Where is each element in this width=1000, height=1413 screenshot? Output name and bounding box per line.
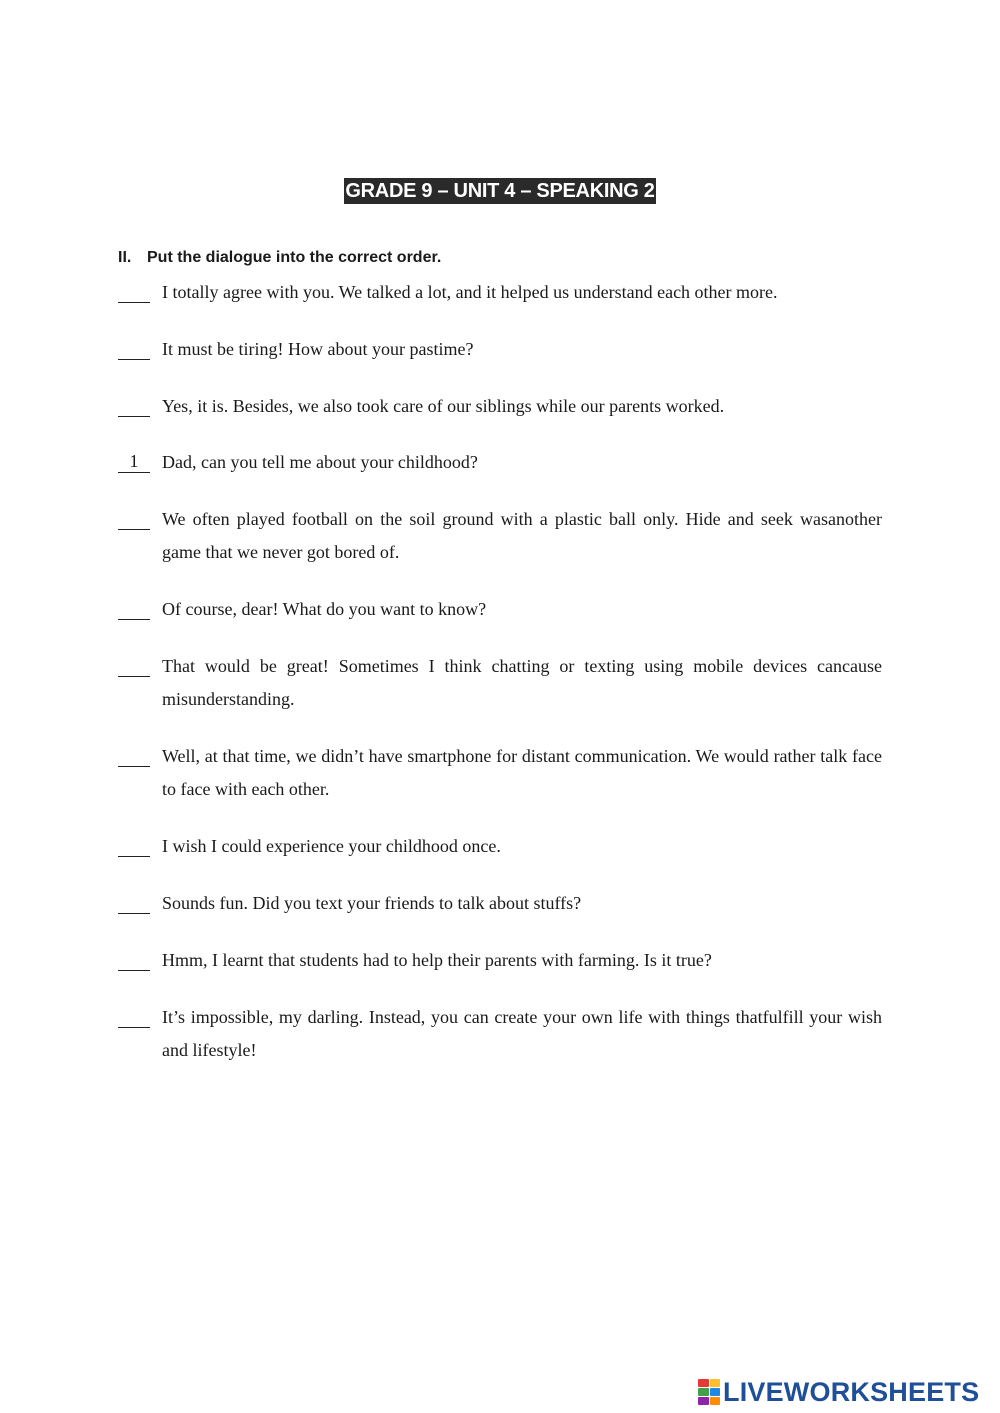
dialogue-item <box>118 276 882 309</box>
dialogue-item <box>118 503 882 569</box>
dialogue-item <box>118 390 882 423</box>
dialogue-line: That would be great! Sometimes I think chatting or texting using mobile devices cancause misunderstanding. <box>162 656 882 709</box>
logo-tile <box>710 1397 721 1405</box>
dialogue-line: Dad, can you tell me about your childhood? <box>162 452 478 472</box>
dialogue-item <box>118 830 882 863</box>
instruction-number: II. <box>118 249 132 266</box>
dialogue-line: Hmm, I learnt that students had to help their parents with farming. Is it true? <box>162 950 712 970</box>
logo-tile <box>710 1388 721 1396</box>
dialogue-line: Of course, dear! What do you want to know? <box>162 599 487 619</box>
dialogue-line: Yes, it is. Besides, we also took care of our siblings while our parents worked. <box>162 396 725 416</box>
dialogue-item <box>118 593 882 626</box>
answer-blank[interactable] <box>118 446 150 479</box>
liveworksheets-logo-icon <box>698 1379 720 1405</box>
dialogue-item <box>118 446 882 479</box>
worksheet-title: GRADE 9 – UNIT 4 – SPEAKING 2 <box>345 180 655 202</box>
dialogue-item <box>118 1001 882 1067</box>
dialogue-item <box>118 650 882 716</box>
dialogue-item <box>118 740 882 806</box>
worksheet-title-bar <box>0 178 1000 204</box>
instruction <box>118 247 441 269</box>
dialogue-line: It’s impossible, my darling. Instead, you can create your own life with things thatfulfill your wish and lifestyle! <box>162 1007 882 1060</box>
liveworksheets-logo <box>698 1377 979 1407</box>
dialogue-item <box>118 887 882 920</box>
dialogue-line: I wish I could experience your childhood once. <box>162 836 501 856</box>
logo-tile <box>698 1388 709 1396</box>
logo-tile <box>710 1379 721 1387</box>
logo-tile <box>698 1397 709 1405</box>
logo-text: LIVEWORKSHEETS <box>723 1377 980 1407</box>
dialogue-line: We often played football on the soil ground with a plastic ball only. Hide and seek wasanother game that we never got bored of. <box>162 509 882 562</box>
answer-value: 1 <box>129 451 139 471</box>
dialogue-line: Sounds fun. Did you text your friends to talk about stuffs? <box>162 893 582 913</box>
instruction-text: Put the dialogue into the correct order. <box>147 249 442 266</box>
dialogue-item <box>118 944 882 977</box>
dialogue-line: I totally agree with you. We talked a lot, and it helped us understand each other more. <box>162 282 778 302</box>
dialogue-line: It must be tiring! How about your pastime? <box>162 339 474 359</box>
dialogue-item <box>118 333 882 366</box>
logo-tile <box>698 1379 709 1387</box>
dialogue-line: Well, at that time, we didn’t have smartphone for distant communication. We would rather talk face to face with each other. <box>162 746 882 799</box>
